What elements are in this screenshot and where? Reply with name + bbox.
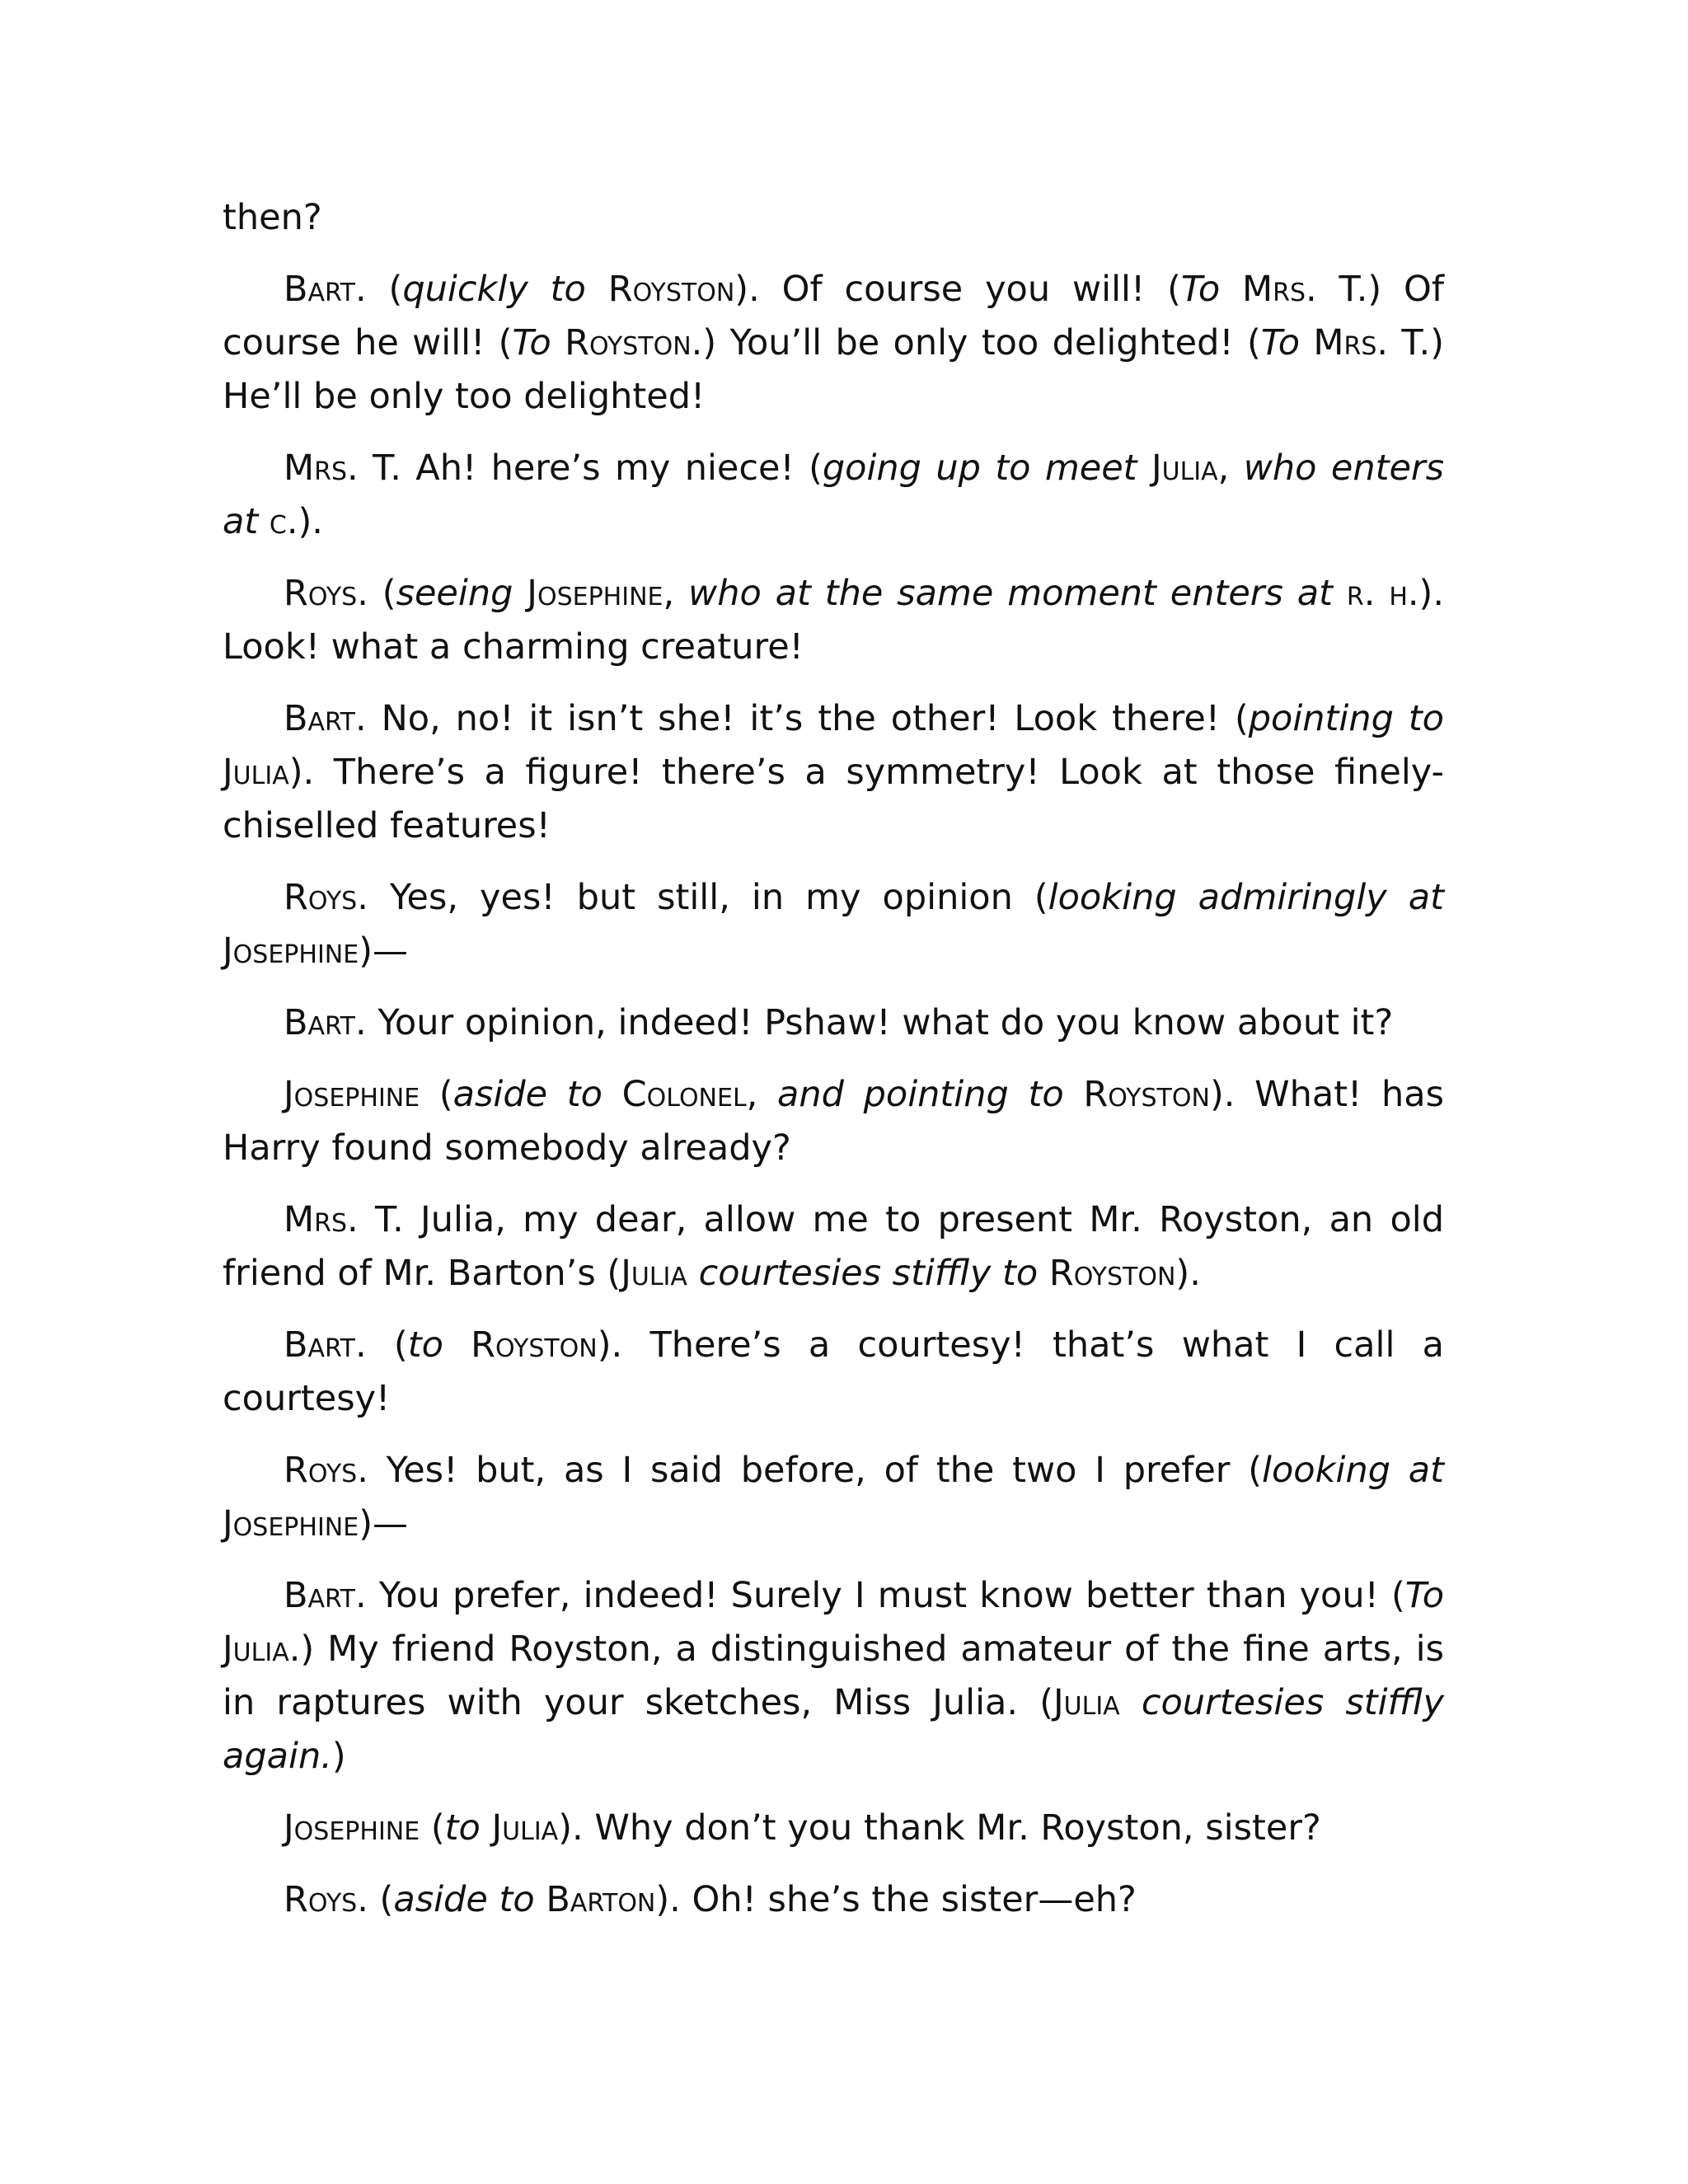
dialogue-text: ). There’s a figure! there’s a symmetry! Look at those finely-chiselled features!: [223, 752, 1444, 846]
dialogue-text: ,: [663, 573, 689, 614]
speaker-name: Julia: [491, 1807, 559, 1849]
stage-direction: To: [1260, 322, 1314, 363]
dialogue-text: .) My friend Royston, a distinguished amateur of the fine arts, is in raptures with your sketches, Miss Julia. (: [223, 1629, 1444, 1723]
speaker-name: Julia: [1151, 448, 1218, 489]
dialogue-text: ,: [1217, 448, 1244, 489]
stage-direction: seeing: [396, 573, 528, 614]
stage-direction: to: [407, 1324, 471, 1366]
stage-direction: To: [1404, 1575, 1444, 1616]
speaker-name: Bart: [284, 1324, 356, 1366]
stage-direction: aside to: [452, 1074, 622, 1115]
speaker-name: Josephine: [284, 1807, 420, 1849]
speaker-name: Royston: [471, 1324, 598, 1366]
dialogue-text: ). There’s a courtesy! that’s what I call a courtesy!: [223, 1324, 1444, 1419]
dialogue-text: . T. Julia, my dear, allow me to present Mr. Royston, an old friend of Mr. Barton’s (: [223, 1199, 1444, 1294]
stage-direction: courtesies stiffly again.: [223, 1682, 1444, 1777]
dialogue-text: . (: [357, 1879, 394, 1920]
speaker-name: r. h.: [1346, 573, 1419, 614]
stage-direction: To: [1180, 269, 1242, 310]
speaker-name: Roys: [284, 573, 358, 614]
dialogue-text: ). Of course you will! (: [734, 269, 1181, 310]
dialogue-text: . (: [355, 269, 403, 310]
dialogue-text: . Yes! but, as I said before, of the two I prefer (: [357, 1450, 1263, 1491]
speaker-name: c.: [269, 501, 298, 542]
speaker-name: Roys: [284, 1879, 358, 1920]
dialogue-paragraph: [223, 442, 1444, 549]
dialogue-text: . T. Ah! here’s my niece! (: [347, 448, 823, 489]
dialogue-paragraph: [223, 191, 1444, 245]
speaker-name: Julia: [1053, 1682, 1120, 1723]
dialogue-paragraph: [223, 1569, 1444, 1783]
dialogue-text: ): [331, 1736, 346, 1777]
dialogue-text: then?: [223, 197, 322, 238]
stage-direction: pointing to: [1248, 698, 1444, 739]
speaker-name: Barton: [546, 1879, 656, 1920]
dialogue-text: . T.) He’ll be only too delighted!: [223, 322, 1444, 417]
stage-direction: To: [512, 322, 565, 363]
speaker-name: Mrs: [1313, 322, 1377, 363]
dialogue-paragraph: [223, 1444, 1444, 1551]
speaker-name: Royston: [1083, 1074, 1210, 1115]
stage-direction: looking admiringly at: [1048, 877, 1444, 918]
speaker-name: Royston: [1048, 1253, 1176, 1294]
dialogue-paragraph: [223, 1802, 1444, 1855]
stage-direction: who enters at: [223, 448, 1444, 542]
dialogue-text: ,: [746, 1074, 778, 1115]
dialogue-text: . (: [355, 1324, 408, 1366]
speaker-name: Bart: [284, 1575, 356, 1616]
speaker-name: Mrs: [284, 448, 347, 489]
dialogue-text: . (: [357, 573, 396, 614]
dialogue-text: . No, no! it isn’t she! it’s the other! Look there! (: [355, 698, 1249, 739]
stage-direction: going up to meet: [822, 448, 1151, 489]
dialogue-text: ).: [298, 501, 323, 542]
speaker-name: Julia: [621, 1253, 687, 1294]
dialogue-paragraph: [223, 1873, 1444, 1927]
speaker-name: Roys: [284, 877, 358, 918]
speaker-name: Royston: [565, 322, 692, 363]
dialogue-paragraph: [223, 1193, 1444, 1301]
stage-direction: to: [444, 1807, 492, 1849]
dialogue-paragraph: [223, 567, 1444, 674]
speaker-name: Julia: [223, 1629, 289, 1670]
speaker-name: Josephine: [223, 930, 359, 972]
dialogue-paragraph: [223, 1319, 1444, 1426]
dialogue-text: ). Oh! she’s the sister—eh?: [655, 1879, 1137, 1920]
dialogue-text: . Yes, yes! but still, in my opinion (: [357, 877, 1048, 918]
speaker-name: Mrs: [1242, 269, 1306, 310]
speaker-name: Royston: [607, 269, 735, 310]
stage-direction: quickly to: [402, 269, 608, 310]
document-page: [223, 191, 1444, 1945]
speaker-name: Bart: [284, 698, 356, 739]
speaker-name: Bart: [284, 1002, 356, 1043]
dialogue-text: .) You’ll be only too delighted! (: [691, 322, 1261, 363]
dialogue-text: )—: [359, 930, 408, 972]
speaker-name: Mrs: [284, 1199, 347, 1240]
dialogue-text: ). Look! what a charming creature!: [223, 573, 1444, 668]
dialogue-text: ). What! has Harry found somebody already?: [223, 1074, 1444, 1169]
dialogue-text: . T.) Of course he will! (: [223, 269, 1445, 363]
speaker-name: Bart: [284, 269, 356, 310]
speaker-name: Julia: [223, 752, 289, 793]
stage-direction: aside to: [393, 1879, 546, 1920]
dialogue-text: (: [420, 1074, 453, 1115]
dialogue-text: ).: [1175, 1253, 1201, 1294]
dialogue-paragraph: [223, 871, 1444, 978]
speaker-name: Josephine: [223, 1503, 359, 1544]
dialogue-paragraph: [223, 263, 1444, 424]
dialogue-paragraph: [223, 692, 1444, 853]
speaker-name: Josephine: [284, 1074, 420, 1115]
dialogue-text: )—: [359, 1503, 408, 1544]
dialogue-text: ). Why don’t you thank Mr. Royston, sister?: [558, 1807, 1321, 1849]
stage-direction: courtesies stiffly to: [687, 1253, 1049, 1294]
speaker-name: Josephine: [527, 573, 663, 614]
stage-direction: who at the same moment enters at: [688, 573, 1347, 614]
dialogue-paragraph: [223, 1068, 1444, 1175]
dialogue-text: . You prefer, indeed! Surely I must know better than you! (: [355, 1575, 1405, 1616]
dialogue-text: . Your opinion, indeed! Pshaw! what do you know about it?: [355, 1002, 1394, 1043]
speaker-name: Colonel: [621, 1074, 747, 1115]
speaker-name: Roys: [284, 1450, 358, 1491]
stage-direction: looking at: [1262, 1450, 1444, 1491]
dialogue-text: (: [420, 1807, 445, 1849]
dialogue-paragraph: [223, 996, 1444, 1050]
stage-direction: and pointing to: [777, 1074, 1084, 1115]
